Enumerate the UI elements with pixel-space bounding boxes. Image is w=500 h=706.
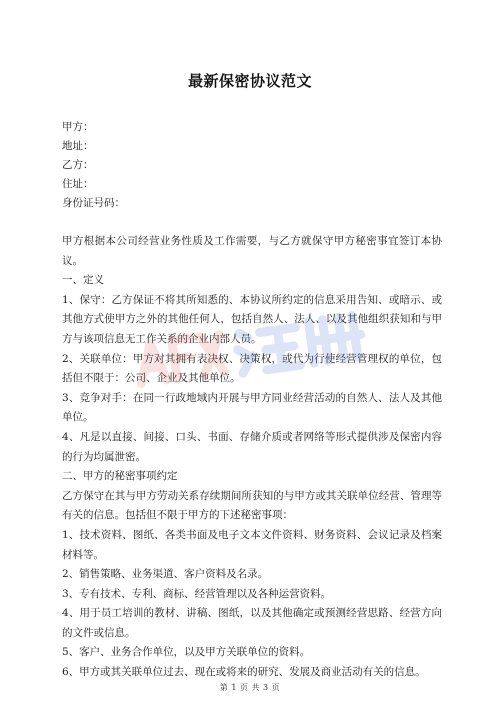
- page-number-footer: 第 1 页 共 3 页: [219, 683, 281, 692]
- secret-item-5: 5、客户、业务合作单位，以及甲方关联单位的资料。: [62, 646, 311, 659]
- secret-item-6: 6、甲方或其关联单位过去、现在或将来的研究、发展及商业活动有关的信息。: [62, 666, 426, 679]
- party-a-field: 甲方：: [62, 121, 94, 133]
- section-heading-secrets: 二、甲方的秘密事项约定: [62, 470, 178, 483]
- definition-item-4: 4、凡是以直接、间接、口头、书面、存储介质或者网络等形式提供涉及保密内容的行为均属泄密。: [62, 430, 442, 463]
- secrets-intro-paragraph: 乙方保守在其与甲方劳动关系存续期间所获知的与甲方或其关联单位经营、管理等有关的信息。包括但不限于甲方的下述秘密事项：: [62, 489, 442, 522]
- secret-item-3: 3、专有技术、专利、商标、经营管理以及各种运营资料。: [62, 587, 332, 600]
- secret-item-4: 4、用于员工培训的教材、讲稿、图纸，以及其他确定或预测经营思路、经营方向的文件或信息。: [62, 607, 442, 639]
- party-a-address-field: 地址：: [62, 140, 94, 152]
- secret-item-1: 1、技术资料、图纸、各类书面及电子文本文件资料、财务资料、会议记录及档案材料等。: [62, 528, 442, 561]
- agreement-body: [62, 232, 442, 683]
- document-title: 最新保密协议范文: [187, 72, 312, 90]
- party-info-fields: [62, 118, 442, 213]
- id-number-field: 身份证号码：: [62, 197, 125, 209]
- definition-item-3: 3、竞争对手：在同一行政地域内开展与甲方同业经营活动的自然人、法人及其他单位。: [62, 391, 442, 424]
- intro-paragraph: 甲方根据本公司经营业务性质及工作需要，与乙方就保守甲方秘密事宜签订本协议。: [62, 235, 442, 267]
- secret-item-2: 2、销售策略、业务渠道、客户资料及名录。: [62, 568, 269, 581]
- definition-item-2: 2、关联单位：甲方对其拥有表决权、决策权，或代为行使经营管理权的单位，包括但不限于：公司、企业及其他单位。: [62, 352, 442, 385]
- party-b-field: 乙方：: [62, 159, 94, 171]
- party-b-address-field: 住址：: [62, 178, 94, 190]
- section-heading-definitions: 一、定义: [62, 274, 104, 287]
- definition-item-1: 1、保守：乙方保证不将其所知悉的、本协议所约定的信息采用告知、或暗示、或其他方式使甲方之外的其他任何人，包括自然人、法人、以及其他组织获知和与甲方与该项信息无工作关系的企业内部人员。: [62, 293, 442, 345]
